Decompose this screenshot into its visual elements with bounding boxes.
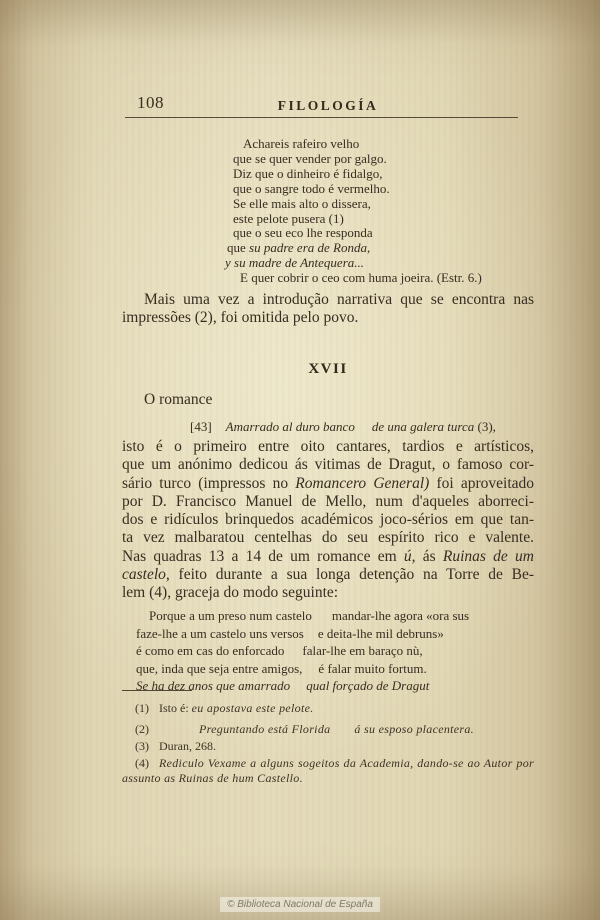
footnotes [122,701,534,786]
body-line: por D. Francisco Manuel de Mello, num d'aqueles aborreci- [122,492,534,510]
quote-line: faze-lhe a um castelo uns versos e deita-lhe mil debruns» [136,625,444,641]
body-line: lem (4), graceja do modo seguinte: [122,584,339,602]
section-lead-line: O romance [144,391,213,408]
intro-paragraph [122,291,534,326]
poem-line: Diz que o dinheiro é fidalgo, [233,165,383,181]
body-line: Nas quadras 13 a 14 de um romance em ú, ás Ruinas de um [122,547,534,565]
intro-paragraph-line: Mais uma vez a introdução narrativa que se encontra nas [144,291,534,308]
footnote-rule [122,690,192,691]
body-line: sário turco (impressos no Romancero General) foi aproveitado [122,474,534,492]
quote-line: Se ha dez anos que amarrado qual forçado de Dragut [136,678,430,693]
library-watermark: © Biblioteca Nacional de España [220,897,380,912]
footnote-line: (1) Isto é: eu apostava este pelote. [135,701,314,715]
body-line: ta vez malbaratou centelhas do seu espírito rico e valente. [122,529,534,547]
footnote-line: assunto as Ruinas de hum Castello. [122,771,303,785]
footnote-line: (2) Preguntando está Florida á su esposo placentera. [135,722,474,736]
body-line: isto é o primeiro entre oito cantares, tardios e artísticos, [122,438,534,455]
quoted-quadras [136,607,469,695]
poem-line: y su madre de Antequera... [225,255,365,271]
poem-line: que se quer vender por galgo. [233,150,387,166]
quote-line: Porque a um preso num castelo mandar-lhe agora «ora sus [149,608,470,623]
poem-line: que su padre era de Ronda, [227,240,371,256]
poem-line: este pelote pusera (1) [233,210,344,226]
verse-incipit-43: [43] Amarrado al duro banco de una galera turca (3), [190,419,496,434]
body-line: dos e ridículos brinquedos académicos joco-sérios em que tan- [122,511,534,529]
body-line: que um anónimo dedicou ás vitimas de Dragut, o famoso cor- [122,456,534,474]
section-heading: XVII [308,361,348,377]
footnote-line: (3) Duran, 268. [135,739,216,753]
header-rule [125,117,518,118]
top-poem [225,136,482,286]
intro-paragraph-line: impressões (2), foi omitida pelo povo. [122,308,359,326]
footnote-line: (4) Rediculo Vexame a alguns sogeitos da Academia, dando-se ao Autor por [135,756,534,770]
quote-line: é como em cas do enforcado falar-lhe em baraço nù, [136,643,423,658]
poem-line: Achareis rafeiro velho [243,136,360,151]
poem-line: E quer cobrir o ceo com huma joeira. (Estr. 6.) [240,270,482,286]
poem-line: que o sangre todo é vermelho. [233,180,390,196]
main-paragraph [122,438,534,603]
body-line: castelo, feito durante a sua longa detenção na Torre de Be- [122,566,534,584]
running-header-title: FILOLOGÍA [277,98,379,113]
poem-line: Se elle mais alto o dissera, [233,195,371,211]
poem-line: que o seu eco lhe responda [233,225,373,241]
page-number: 108 [137,93,164,112]
quote-line: que, inda que seja entre amigos, é falar muito fortum. [136,660,427,676]
